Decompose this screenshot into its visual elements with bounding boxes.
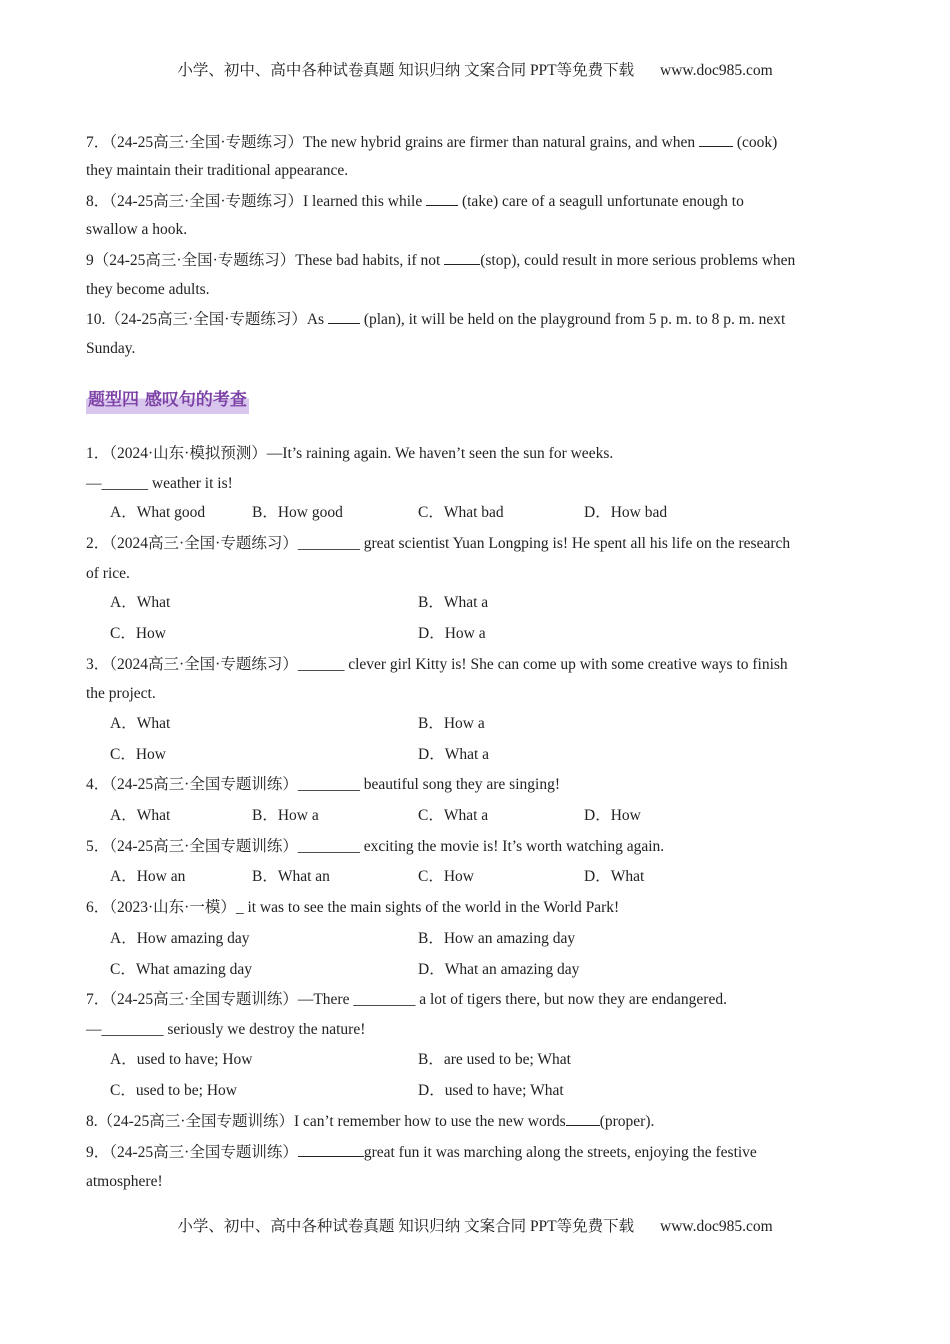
q3-option-c: C．How: [110, 746, 166, 763]
q8-text-a: 8.（24-25高三·全国专题训练）I can’t remember how to use the new words: [86, 1113, 566, 1130]
s3-q10-text-b: (plan), it will be held on the playground from 5 p. m. to 8 p. m. next: [359, 311, 786, 328]
q6-option-c: C．What amazing day: [110, 961, 253, 978]
s3-q10-text-a: 10.（24-25高三·全国·专题练习）As: [86, 311, 328, 328]
s3-q8-text-b: (take) care of a seagull unfortunate enough to: [458, 193, 744, 210]
q4-stem: 4．（24-25高三·全国专题训练）________ beautiful song they are singing!: [86, 776, 560, 793]
footer-site: www.doc985.com: [660, 1218, 773, 1235]
q9-text-b: great fun it was marching along the streets, enjoying the festive: [363, 1144, 757, 1161]
q4-option-b: B．How a: [252, 807, 319, 824]
s3-q9-line1: [86, 250, 795, 271]
q7-option-d: D．used to have; What: [418, 1082, 564, 1099]
q9-line2: atmosphere!: [86, 1173, 163, 1190]
q2-option-c: C．How: [110, 625, 166, 642]
q4-option-d: D．How: [584, 807, 641, 824]
q9-line1: [86, 1142, 757, 1163]
blank: [444, 250, 480, 265]
q2-option-d: D．How a: [418, 625, 486, 642]
s3-q10-line1: [86, 309, 785, 330]
q5-option-c: C．How: [418, 868, 474, 885]
q4-option-a: A．What: [110, 807, 171, 824]
q3-option-b: B．How a: [418, 715, 485, 732]
s3-q9-text-a: 9（24-25高三·全国·专题练习）These bad habits, if not: [86, 252, 445, 269]
s3-q7-text-a: 7．（24-25高三·全国·专题练习）The new hybrid grains are firmer than natural grains, and when: [86, 134, 699, 151]
q8-line: [86, 1111, 654, 1132]
q2-option-a: A．What: [110, 594, 171, 611]
q6-option-b: B．How an amazing day: [418, 930, 576, 947]
blank: [426, 191, 458, 206]
q7-option-c: C．used to be; How: [110, 1082, 238, 1099]
q7-option-a: A．used to have; How: [110, 1051, 253, 1068]
q1-option-b: B．How good: [252, 504, 343, 521]
q3-option-a: A．What: [110, 715, 171, 732]
q2-stem-2: of rice.: [86, 565, 130, 582]
q1-option-c: C．What bad: [418, 504, 504, 521]
q1-option-d: D．How bad: [584, 504, 668, 521]
q5-option-a: A．How an: [110, 868, 186, 885]
q4-option-c: C．What a: [418, 807, 489, 824]
s3-q10-line2: Sunday.: [86, 340, 136, 357]
s3-q8-line2: swallow a hook.: [86, 221, 188, 238]
q1-stem-2: —______ weather it is!: [86, 475, 233, 492]
q8-text-b: (proper).: [599, 1113, 655, 1130]
header-text: 小学、初中、高中各种试卷真题 知识归纳 文案合同 PPT等免费下载: [177, 62, 635, 79]
q7-stem-2: —________ seriously we destroy the nature!: [86, 1021, 366, 1038]
s3-q9-text-b: (stop), could result in more serious problems when: [480, 252, 796, 269]
page-header: [0, 58, 950, 80]
section-title: 题型四 感叹句的考查: [86, 386, 249, 414]
s3-q8-line1: [86, 191, 744, 212]
q3-stem-2: the project.: [86, 685, 156, 702]
blank: [566, 1111, 600, 1126]
header-site: www.doc985.com: [660, 62, 773, 79]
s3-q7-text-b: (cook): [732, 134, 778, 151]
footer-text: 小学、初中、高中各种试卷真题 知识归纳 文案合同 PPT等免费下载: [177, 1218, 635, 1235]
s3-q8-text-a: 8．（24-25高三·全国·专题练习）I learned this while: [86, 193, 427, 210]
q2-stem: 2．（2024高三·全国·专题练习）________ great scientist Yuan Longping is! He spent all his life on the research: [86, 535, 791, 552]
q3-stem: 3．（2024高三·全国·专题练习）______ clever girl Kitty is! She can come up with some creative ways to finish: [86, 656, 788, 673]
s3-q9-line2: they become adults.: [86, 281, 210, 298]
q1-option-a: A．What good: [110, 504, 206, 521]
s3-q7-line2: they maintain their traditional appearance.: [86, 162, 349, 179]
page-footer: [0, 1214, 950, 1236]
q2-option-b: B．What a: [418, 594, 489, 611]
s3-q7-line1: [86, 132, 777, 153]
blank: [699, 132, 733, 147]
q6-option-a: A．How amazing day: [110, 930, 250, 947]
q6-stem: 6．（2023·山东·一模）_ it was to see the main sights of the world in the World Park!: [86, 899, 620, 916]
q1-stem: 1．（2024·山东·模拟预测）—It’s raining again. We haven’t seen the sun for weeks.: [86, 445, 614, 462]
q6-option-d: D．What an amazing day: [418, 961, 580, 978]
q9-text-a: 9．（24-25高三·全国专题训练）: [86, 1144, 298, 1161]
blank: [328, 309, 360, 324]
q7-stem: 7．（24-25高三·全国专题训练）—There ________ a lot of tigers there, but now they are endangered.: [86, 991, 727, 1008]
q5-option-b: B．What an: [252, 868, 330, 885]
q5-option-d: D．What: [584, 868, 645, 885]
blank: [298, 1142, 364, 1157]
q5-stem: 5．（24-25高三·全国专题训练）________ exciting the movie is! It’s worth watching again.: [86, 838, 665, 855]
q7-option-b: B．are used to be; What: [418, 1051, 571, 1068]
q3-option-d: D．What a: [418, 746, 490, 763]
